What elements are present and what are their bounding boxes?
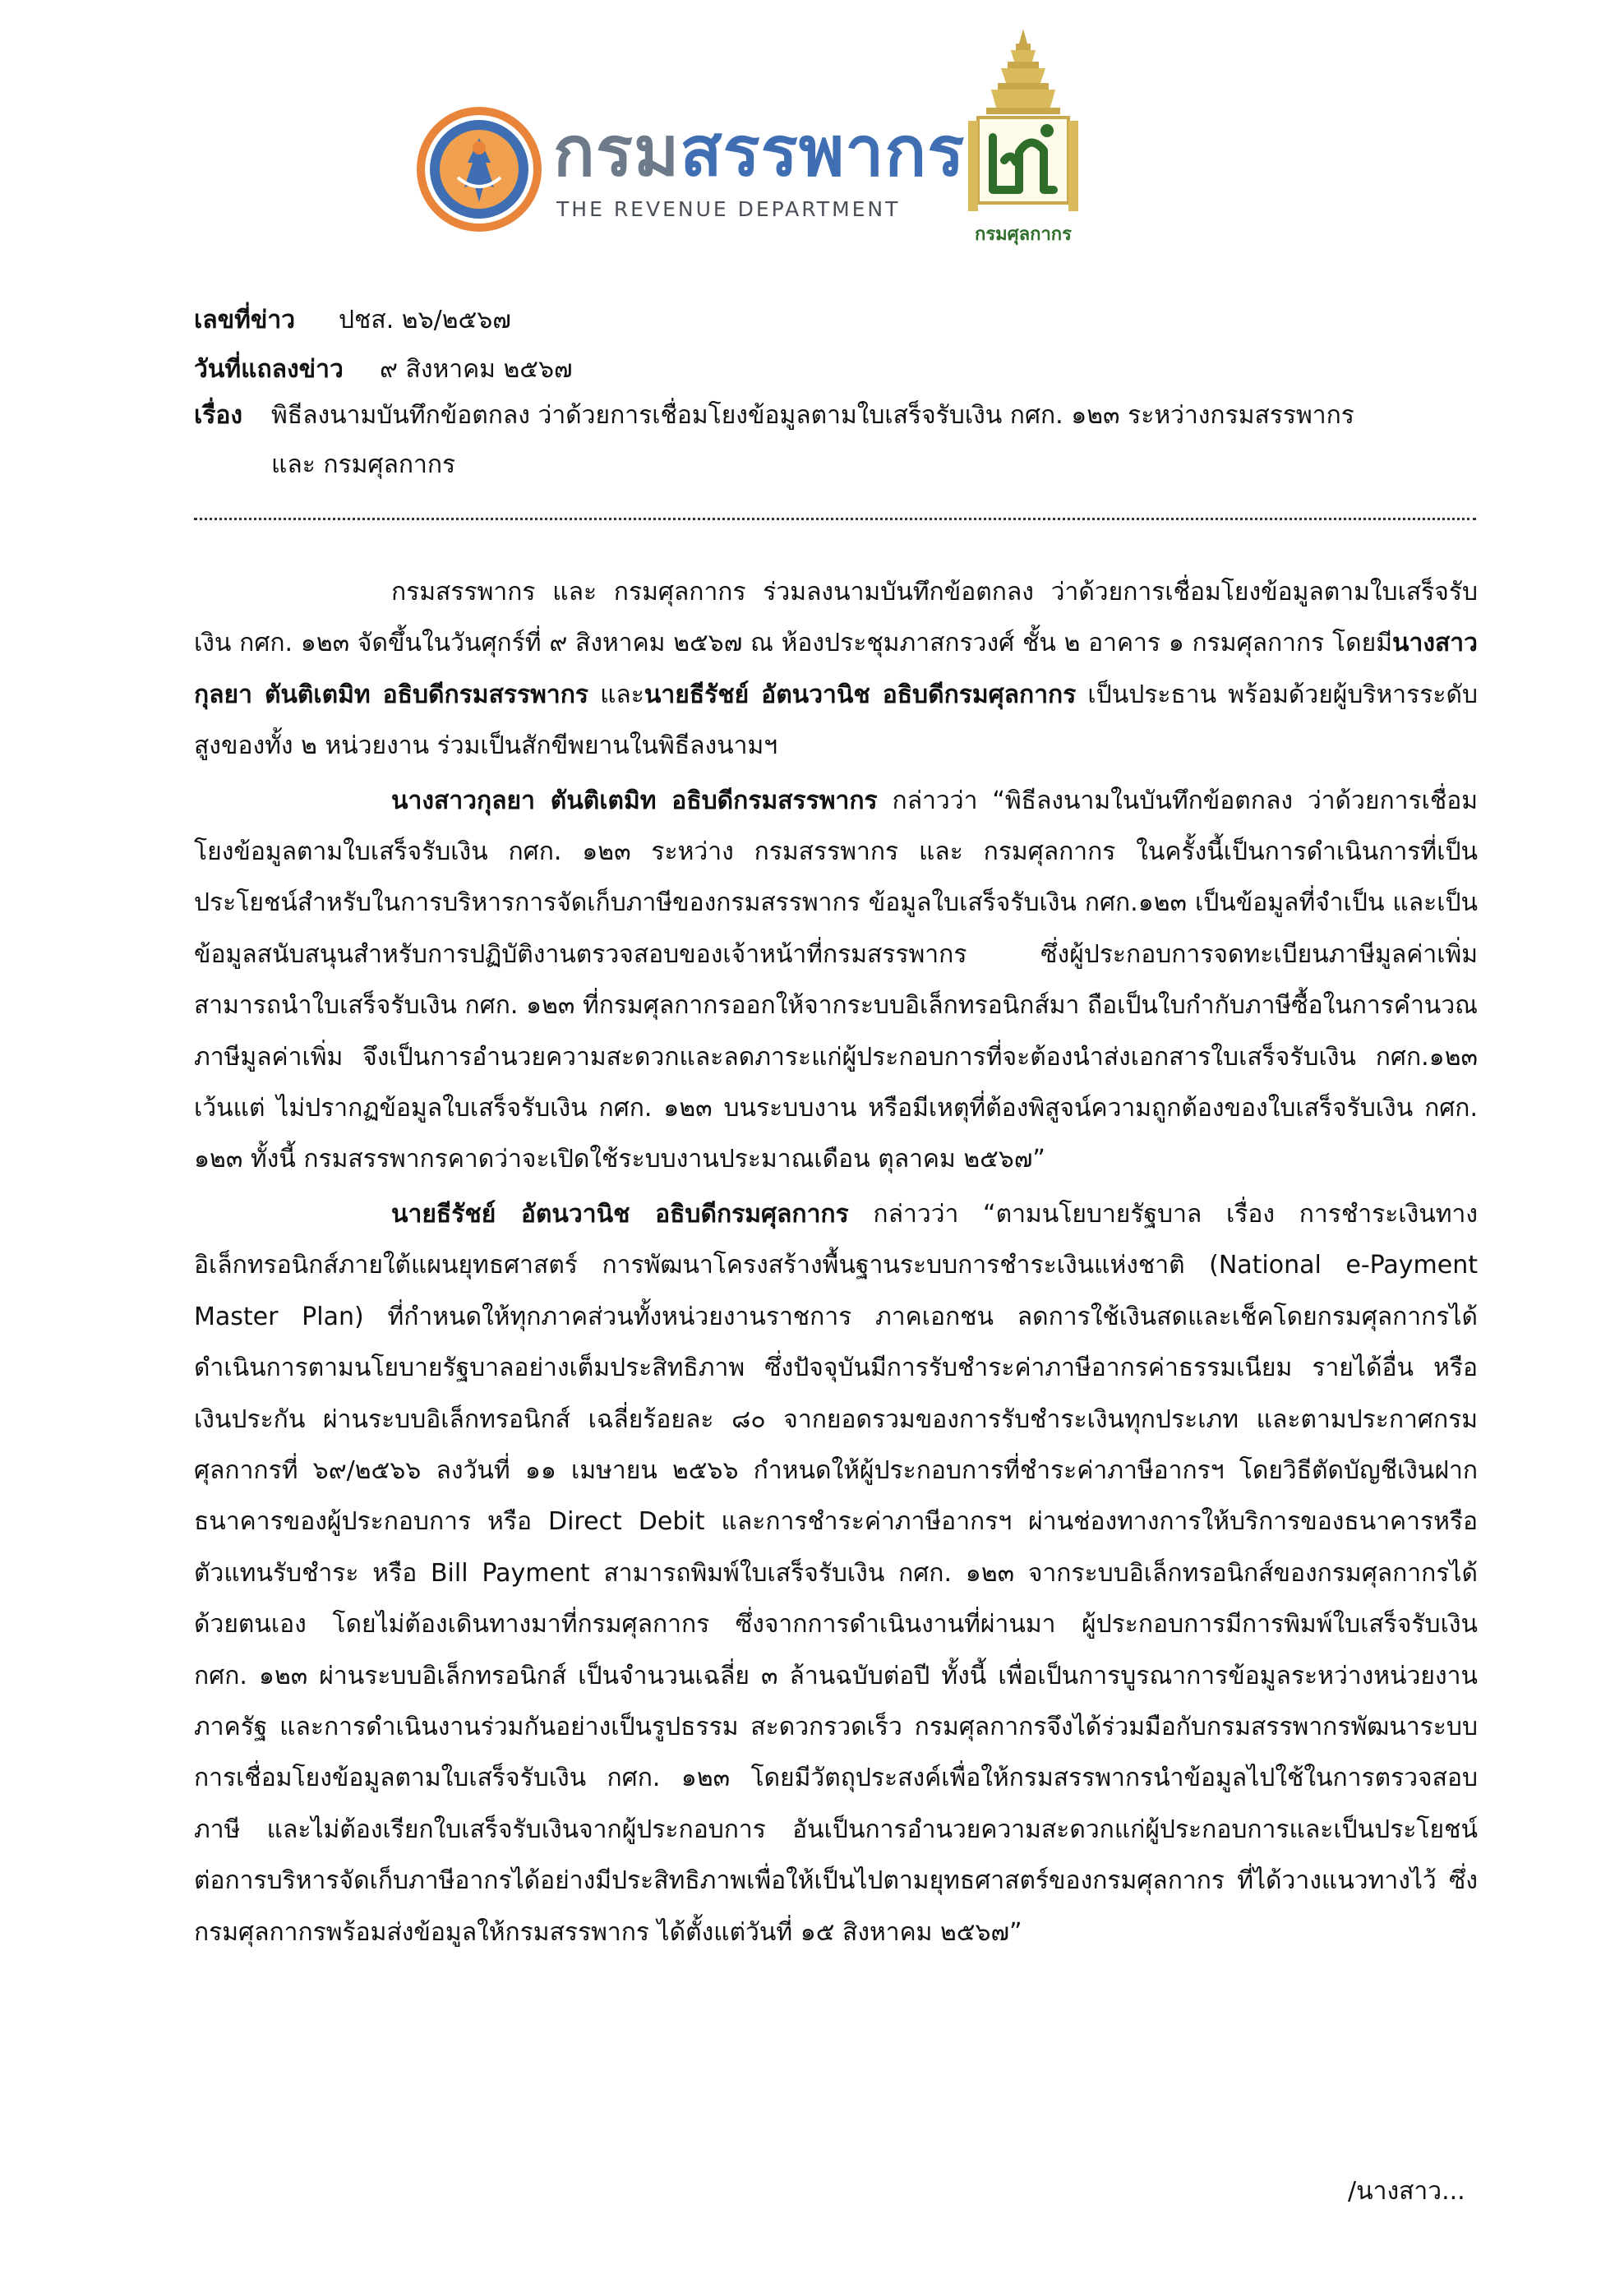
revenue-seal-icon xyxy=(415,105,543,233)
revenue-name-prefix: กรม xyxy=(553,111,681,191)
revenue-director-name: นางสาวกุลยา ตันติเตมิท อธิบดีกรมสรรพากร xyxy=(194,629,1478,709)
revenue-department-logo xyxy=(415,105,966,233)
subject-line-1: พิธีลงนามบันทึกข้อตกลง ว่าด้วยการเชื่อมโยงข้อมูลตามใบเสร็จรับเงิน กศก. ๑๒๓ ระหว่างกรมสรรพากร xyxy=(271,401,1354,430)
continued-marker: /นางสาว... xyxy=(1348,2177,1465,2206)
news-number-label: เลขที่ข่าว xyxy=(194,306,296,334)
customs-director-name: นายธีรัชย์ อัตนวานิช อธิบดีกรมศุลกากร xyxy=(644,680,1077,709)
customs-emblem-icon xyxy=(962,29,1085,216)
press-date-label: วันที่แถลงข่าว xyxy=(194,355,344,384)
customs-department-label: กรมศุลกากร xyxy=(975,224,1072,245)
subject-label: เรื่อง xyxy=(194,401,243,430)
revenue-name-suffix: สรรพากร xyxy=(680,111,966,191)
subject-line-2: และ กรมศุลกากร xyxy=(271,450,456,479)
press-date-value: ๙ สิงหาคม ๒๕๖๗ xyxy=(380,355,573,384)
news-number-value: ปชส. ๒๖/๒๕๖๗ xyxy=(339,306,511,334)
customs-director-speaker: นายธีรัชย์ อัตนวานิช อธิบดีกรมศุลกากร xyxy=(391,1199,849,1229)
revenue-director-speaker: นางสาวกุลยา ตันติเตมิท อธิบดีกรมสรรพากร xyxy=(391,786,878,815)
revenue-department-name xyxy=(553,110,965,192)
paragraph-2: นางสาวกุลยา ตันติเตมิท อธิบดีกรมสรรพากร กล่าวว่า “พิธีลงนามในบันทึกข้อตกลง ว่าด้วยการเชื่อมโยงข้อมูลตามใบเสร็จรับเงิน กศก. ๑๒๓ ระหว่าง กรมสรรพากร และ กรมศุลกากร ในครั้งนี้เป็นการดำเนินการที่เป็นประโยชน์สำหรับในการบริหารการจัดเก็บภาษีของกรมสรรพากร ข้อมูลใบเสร็จรับเงิน กศก.๑๒๓ เป็นข้อมูลที่จำเป็น และเป็นข้อมูลสนับสนุนสำหรับการปฏิบัติงานตรวจสอบของเจ้าหน้าที่กรมสรรพากร ซึ่งผู้ประกอบการจดทะเบียนภาษีมูลค่าเพิ่มสามารถนำใบเสร็จรับเงิน กศก. ๑๒๓ ที่กรมศุลกากรออกให้จากระบบอิเล็กทรอนิกส์มา ถือเป็นใบกำกับภาษีซื้อในการคำนวณภาษีมูลค่าเพิ่ม จึงเป็นการอำนวยความสะดวกและลดภาระแก่ผู้ประกอบการที่จะต้องนำส่งเอกสารใบเสร็จรับเงิน กศก.๑๒๓ เว้นแต่ ไม่ปรากฏข้อมูลใบเสร็จรับเงิน กศก. ๑๒๓ บนระบบงาน หรือมีเหตุที่ต้องพิสูจน์ความถูกต้องของใบเสร็จรับเงิน กศก. ๑๒๓ ทั้งนี้ กรมสรรพากรคาดว่าจะเปิดใช้ระบบงานประมาณเดือน ตุลาคม ๒๕๖๗” xyxy=(194,786,1478,1174)
press-release-body xyxy=(194,567,1478,1962)
revenue-department-subtitle: THE REVENUE DEPARTMENT xyxy=(556,197,901,221)
paragraph-3: นายธีรัชย์ อัตนวานิช อธิบดีกรมศุลกากร กล่าวว่า “ตามนโยบายรัฐบาล เรื่อง การชำระเงินทางอิเล็กทรอนิกส์ภายใต้แผนยุทธศาสตร์ การพัฒนาโครงสร้างพื้นฐานระบบการชำระเงินแห่งชาติ (National e-Payment Master Plan) ที่กำหนดให้ทุกภาคส่วนทั้งหน่วยงานราชการ ภาคเอกชน ลดการใช้เงินสดและเช็คโดยกรมศุลกากรได้ดำเนินการตามนโยบายรัฐบาลอย่างเต็มประสิทธิภาพ ซึ่งปัจจุบันมีการรับชำระค่าภาษีอากรค่าธรรมเนียม รายได้อื่น หรือเงินประกัน ผ่านระบบอิเล็กทรอนิกส์ เฉลี่ยร้อยละ ๘๐ จากยอดรวมของการรับชำระเงินทุกประเภท และตามประกาศกรมศุลกากรที่ ๖๙/๒๕๖๖ ลงวันที่ ๑๑ เมษายน ๒๕๖๖ กำหนดให้ผู้ประกอบการที่ชำระค่าภาษีอากรฯ โดยวิธีตัดบัญชีเงินฝากธนาคารของผู้ประกอบการ หรือ Direct Debit และการชำระค่าภาษีอากรฯ ผ่านช่องทางการให้บริการของธนาคารหรือตัวแทนรับชำระ หรือ Bill Payment สามารถพิมพ์ใบเสร็จรับเงิน กศก. ๑๒๓ จากระบบอิเล็กทรอนิกส์ของกรมศุลกากรได้ด้วยตนเอง โดยไม่ต้องเดินทางมาที่กรมศุลกากร ซึ่งจากการดำเนินงานที่ผ่านมา ผู้ประกอบการมีการพิมพ์ใบเสร็จรับเงิน กศก. ๑๒๓ ผ่านระบบอิเล็กทรอนิกส์ เป็นจำนวนเฉลี่ย ๓ ล้านฉบับต่อปี ทั้งนี้ เพื่อเป็นการบูรณาการข้อมูลระหว่างหน่วยงานภาครัฐ และการดำเนินงานร่วมกันอย่างเป็นรูปธรรม สะดวกรวดเร็ว กรมศุลกากรจึงได้ร่วมมือกับกรมสรรพากรพัฒนาระบบการเชื่อมโยงข้อมูลตามใบเสร็จรับเงิน กศก. ๑๒๓ โดยมีวัตถุประสงค์เพื่อให้กรมสรรพากรนำข้อมูลไปใช้ในการตรวจสอบภาษี และไม่ต้องเรียกใบเสร็จรับเงินจากผู้ประกอบการ อันเป็นการอำนวยความสะดวกแก่ผู้ประกอบการและเป็นประโยชน์ ต่อการบริหารจัดเก็บภาษีอากรได้อย่างมีประสิทธิภาพเพื่อให้เป็นไปตามยุทธศาสตร์ของกรมศุลกากร ที่ได้วางแนวทางไว้ ซึ่งกรมศุลกากรพร้อมส่งข้อมูลให้กรมสรรพากร ได้ตั้งแต่วันที่ ๑๕ สิงหาคม ๒๕๖๗” xyxy=(194,1199,1478,1947)
customs-department-logo xyxy=(962,29,1085,247)
paragraph-1: กรมสรรพากร และ กรมศุลกากร ร่วมลงนามบันทึกข้อตกลง ว่าด้วยการเชื่อมโยงข้อมูลตามใบเสร็จรับเงิน กศก. ๑๒๓ จัดขึ้นในวันศุกร์ที่ ๙ สิงหาคม ๒๕๖๗ ณ ห้องประชุมภาสกรวงศ์ ชั้น ๒ อาคาร ๑ กรมศุลกากร โดยมีนางสาวกุลยา ตันติเตมิท อธิบดีกรมสรรพากร และนายธีรัชย์ อัตนวานิช อธิบดีกรมศุลกากร เป็นประธาน พร้อมด้วยผู้บริหารระดับสูงของทั้ง ๒ หน่วยงาน ร่วมเป็นสักขีพยานในพิธีลงนามฯ xyxy=(194,578,1479,761)
dotted-divider xyxy=(194,518,1476,520)
